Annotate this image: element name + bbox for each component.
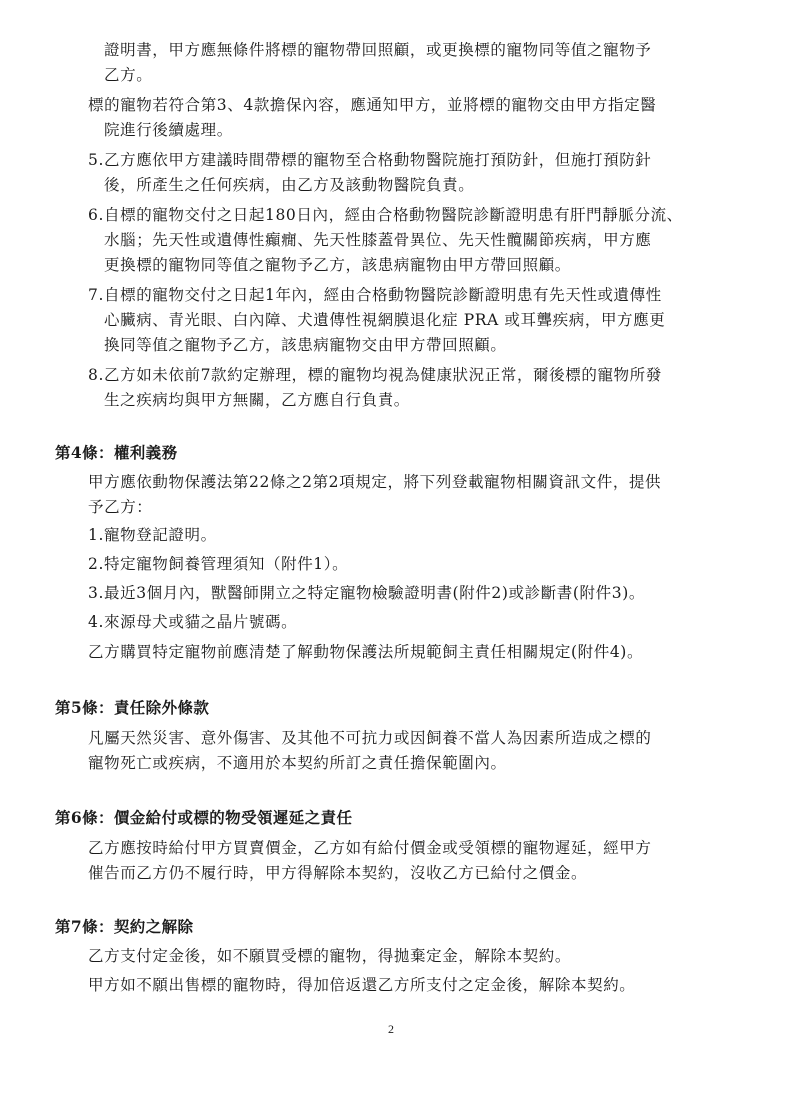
clause3-item7-line-1: 7.自標的寵物交付之日起1年內，經由合格動物醫院診斷證明患有先天性或遺傳性 (88, 286, 662, 304)
clause4-intro-line-1: 甲方應依動物保護法第22條之2第2項規定，將下列登載寵物相關資訊文件，提供 (88, 473, 662, 491)
clause5-heading: 第5條：責任除外條款 (55, 698, 210, 717)
clause4-closing: 乙方購買特定寵物前應清楚了解動物保護法所規範飼主責任相關規定(附件4)。 (88, 643, 644, 661)
clause3-para-line-2: 院進行後續處理。 (104, 121, 233, 139)
continuation-line-1: 證明書，甲方應無條件將標的寵物帶回照顧，或更換標的寵物同等值之寵物予 (104, 41, 652, 59)
clause3-item7-line-3: 換同等值之寵物予乙方，該患病寵物交由甲方帶回照顧。 (104, 336, 507, 354)
page-number: 2 (388, 1022, 394, 1036)
clause6-line-2: 催告而乙方仍不履行時，甲方得解除本契約，沒收乙方已給付之價金。 (88, 864, 588, 882)
clause4-list-item: 2.特定寵物飼養管理須知（附件1）。 (88, 555, 349, 573)
clause4-heading: 第4條：權利義務 (55, 443, 178, 462)
clause7-heading: 第7條：契約之解除 (55, 917, 194, 936)
clause7-line-2: 甲方如不願出售標的寵物時，得加倍返還乙方所支付之定金後，解除本契約。 (88, 976, 636, 994)
clause6-heading: 第6條：價金給付或標的物受領遲延之責任 (55, 808, 353, 827)
clause3-item5-line-2: 後，所產生之任何疾病，由乙方及該動物醫院負責。 (104, 176, 475, 194)
clause7-line-1: 乙方支付定金後，如不願買受標的寵物，得拋棄定金，解除本契約。 (88, 947, 572, 965)
clause3-para-line-1: 標的寵物若符合第3、4款擔保內容，應通知甲方，並將標的寵物交由甲方指定醫 (88, 96, 657, 114)
clause3-item8-line-2: 生之疾病均與甲方無關，乙方應自行負責。 (104, 391, 410, 409)
clause5-line-2: 寵物死亡或疾病，不適用於本契約所訂之責任擔保範圍內。 (88, 754, 507, 772)
continuation-line-2: 乙方。 (104, 66, 153, 84)
clause4-intro-line-2: 予乙方： (88, 498, 153, 516)
clause3-item8-line-1: 8.乙方如未依前7款約定辦理，標的寵物均視為健康狀況正常，爾後標的寵物所發 (88, 366, 662, 384)
clause3-item5-line-1: 5.乙方應依甲方建議時間帶標的寵物至合格動物醫院施打預防針，但施打預防針 (88, 151, 652, 169)
clause6-line-1: 乙方應按時給付甲方買賣價金，乙方如有給付價金或受領標的寵物遲延，經甲方 (88, 839, 652, 857)
clause4-list-item: 4.來源母犬或貓之晶片號碼。 (88, 613, 298, 631)
clause3-item6-line-1: 6.自標的寵物交付之日起180日內，經由合格動物醫院診斷證明患有肝門靜脈分流、 (88, 206, 683, 224)
clause4-list-item: 1.寵物登記證明。 (88, 526, 217, 544)
clause4-list-item: 3.最近3個月內，獸醫師開立之特定寵物檢驗證明書(附件2)或診斷書(附件3)。 (88, 584, 645, 602)
clause3-item6-line-3: 更換標的寵物同等值之寵物予乙方，該患病寵物由甲方帶回照顧。 (104, 256, 571, 274)
clause3-item6-line-2: 水腦；先天性或遺傳性癲癇、先天性膝蓋骨異位、先天性髖關節疾病，甲方應 (104, 231, 652, 249)
clause5-line-1: 凡屬天然災害、意外傷害、及其他不可抗力或因飼養不當人為因素所造成之標的 (88, 729, 652, 747)
clause3-item7-line-2: 心臟病、青光眼、白內障、犬遺傳性視網膜退化症 PRA 或耳聾疾病，甲方應更 (104, 311, 666, 329)
